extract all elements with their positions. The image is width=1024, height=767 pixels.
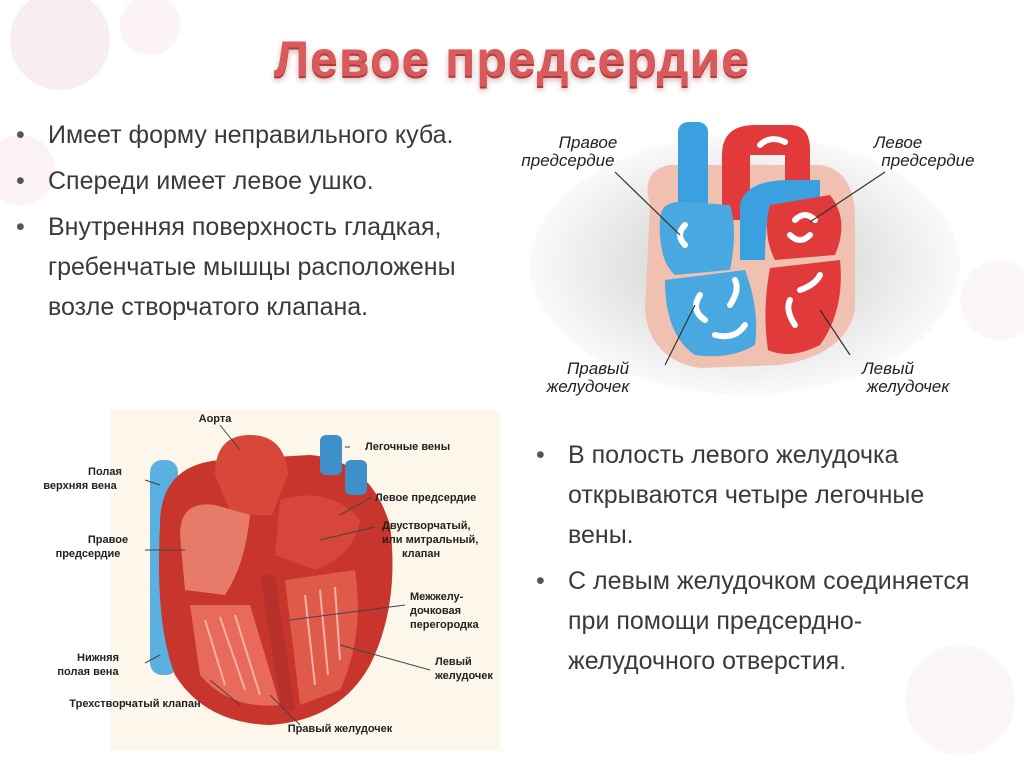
label-superior-vena-cava: верхняя вена bbox=[43, 480, 117, 492]
label-right-atrium: предсердие bbox=[521, 151, 615, 170]
label-tricuspid-valve: Трехстворчатый клапан bbox=[69, 698, 201, 710]
left-atrium bbox=[767, 195, 841, 260]
label-left-ventricle: Левый bbox=[435, 656, 472, 668]
label-mitral-valve: клапан bbox=[402, 548, 441, 560]
label-inferior-vena-cava: Нижняя bbox=[77, 652, 119, 664]
bullet-item: • В полость левого желудочка открываются четыре легочные вены. bbox=[530, 435, 970, 555]
label-left-atrium: Левое bbox=[873, 133, 923, 152]
bullet-item: • Имеет форму неправильного куба. bbox=[10, 115, 490, 155]
bullet-dot-icon: • bbox=[536, 567, 545, 595]
label-inferior-vena-cava: полая вена bbox=[57, 666, 119, 678]
label-right-atrium: Правое bbox=[87, 534, 129, 546]
label-right-ventricle: желудочек bbox=[546, 377, 630, 396]
label-left-atrium: Левое предсердие bbox=[375, 492, 477, 504]
label-left-atrium: предсердие bbox=[881, 151, 975, 170]
label-aorta: Аорта bbox=[198, 413, 232, 425]
bullet-item: • Спереди имеет левое ушко. bbox=[10, 161, 490, 201]
bullet-dot-icon: • bbox=[16, 167, 25, 195]
label-right-atrium: Правое bbox=[558, 133, 618, 152]
label-mitral-valve: Двустворчатый, bbox=[382, 520, 471, 532]
bullet-item: • С левым желудочком соединяется при помощи предсердно-желудочного отверстия. bbox=[530, 561, 970, 681]
label-septum: Межжелу- bbox=[410, 591, 464, 603]
bullet-dot-icon: • bbox=[16, 213, 25, 241]
label-septum: перегородка bbox=[410, 619, 479, 631]
page-title: Левое предсердие bbox=[273, 31, 751, 87]
label-left-ventricle: Левый bbox=[862, 359, 914, 378]
heart-schematic-diagram bbox=[500, 110, 1000, 410]
label-mitral-valve: или митральный, bbox=[382, 534, 479, 546]
label-right-ventricle: Правый желудочек bbox=[287, 723, 393, 735]
pulmonary-vein bbox=[320, 435, 342, 475]
label-left-ventricle: желудочек bbox=[435, 670, 493, 682]
label-right-atrium: предсердие bbox=[55, 548, 121, 560]
bullet-dot-icon: • bbox=[536, 441, 545, 469]
bullet-list-bottom bbox=[530, 435, 970, 687]
bullet-item: • Внутренняя поверхность гладкая, гребенчатые мышцы расположены возле створчатого клапана. bbox=[10, 207, 490, 327]
bullet-list-top bbox=[10, 115, 490, 333]
right-atrium bbox=[660, 202, 734, 275]
label-left-ventricle: желудочек bbox=[866, 377, 950, 396]
label-septum: дочковая bbox=[410, 605, 462, 617]
label-pulmonary-veins: Легочные вены bbox=[365, 441, 451, 453]
bullet-dot-icon: • bbox=[16, 121, 25, 149]
pulmonary-vein bbox=[345, 460, 367, 495]
label-right-ventricle: Правый bbox=[566, 359, 630, 378]
label-superior-vena-cava: Полая bbox=[88, 466, 122, 478]
heart-anatomy-diagram bbox=[10, 405, 530, 755]
